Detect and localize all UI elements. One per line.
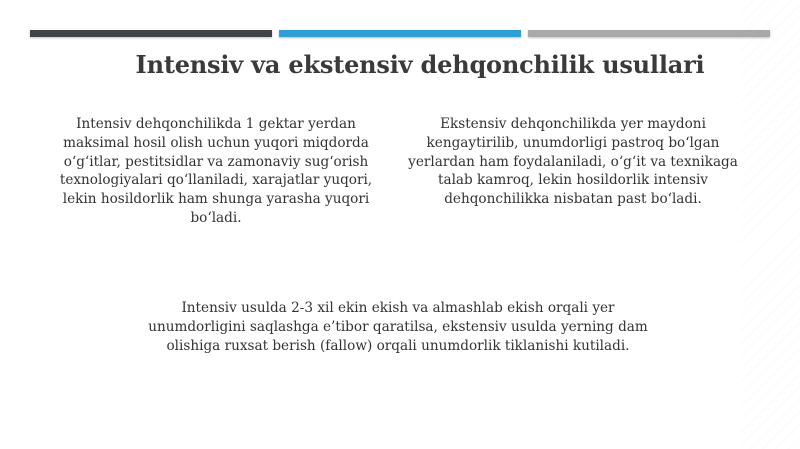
accent-bar-dark (30, 30, 272, 37)
accent-bar-gray (528, 30, 770, 37)
soil-fertility-comparison: Intensiv usulda 2-3 xil ekin ekish va almashlab ekish orqali yer unumdorligini saqlashga e’tibor qaratilsa, ekstensiv usulda yerning dam olishiga ruxsat berish (fallow) orqali unumdorlik tiklanishi kutiladi. (148, 300, 648, 354)
background-stripes (740, 0, 800, 449)
extensive-description: Ekstensiv dehqonchilikda yer maydoni kengaytirilib, unumdorligi pastroq bo‘lgan yerlardan ham foydalaniladi, o‘g‘it va texnikaga talab kamroq, lekin hosildorlik intensiv dehqonchilikka nisbatan past bo‘ladi. (408, 116, 738, 208)
slide-title: Intensiv va ekstensiv dehqonchilik usullari (135, 50, 705, 79)
accent-bar-blue (279, 30, 521, 37)
intensive-description: Intensiv dehqonchilikda 1 gektar yerdan maksimal hosil olish uchun yuqori miqdorda o‘g‘itlar, pestitsidlar va zamonaviy sug‘orish texnologiyalari qo‘llaniladi, xarajatlar yuqori, lekin hosildorlik ham shunga yarasha yuqori bo‘ladi. (59, 116, 373, 226)
